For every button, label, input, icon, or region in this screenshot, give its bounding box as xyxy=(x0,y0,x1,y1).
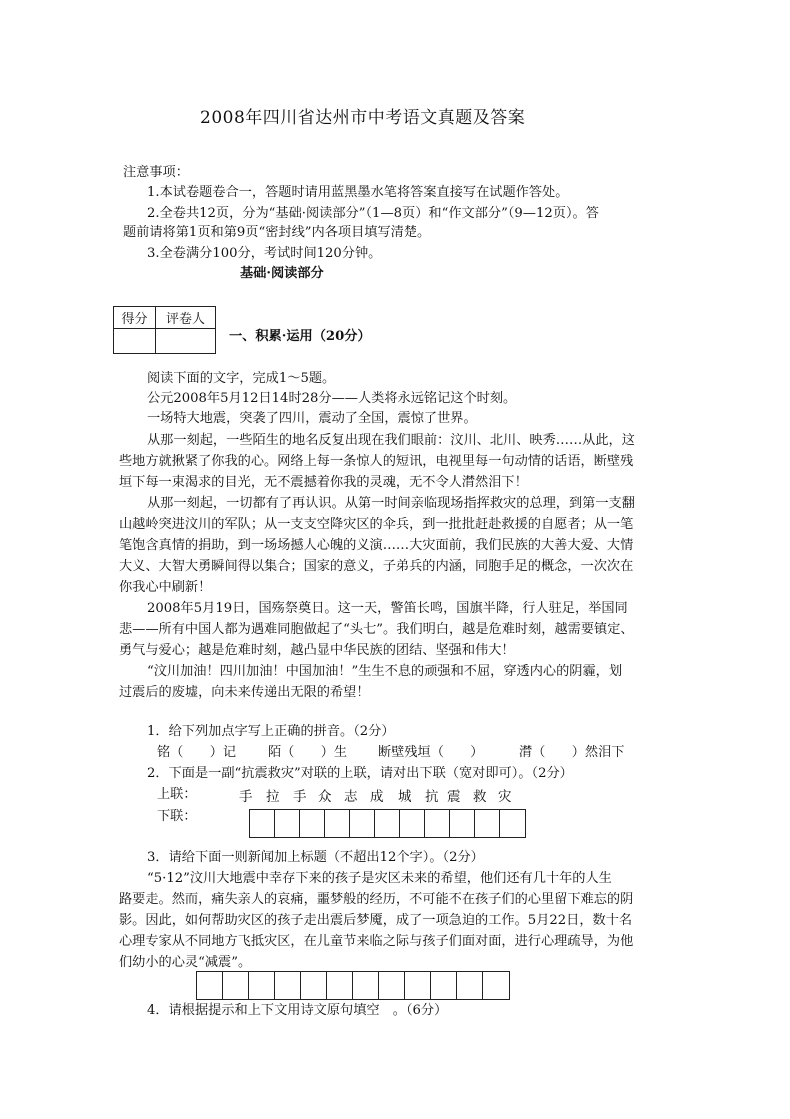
answer-box[interactable] xyxy=(250,810,275,837)
upper-couplet-char: 灾 xyxy=(498,789,512,805)
upper-couplet-char: 救 xyxy=(473,789,487,805)
answer-box[interactable] xyxy=(405,972,431,999)
part1-title: 一、积累·运用（20分） xyxy=(229,329,371,344)
answer-box[interactable] xyxy=(353,972,379,999)
upper-couplet-char: 震 xyxy=(447,789,461,805)
upper-couplet-char: 众 xyxy=(318,789,332,805)
section-title: 基础·阅读部分 xyxy=(240,266,324,281)
upper-couplet-char: 拉 xyxy=(266,789,280,805)
answer-box[interactable] xyxy=(327,972,353,999)
passage-line-16: 过震后的废墟，向未来传递出无限的希望！ xyxy=(119,685,370,700)
lower-couplet-label: 下联： xyxy=(157,809,197,824)
answer-box[interactable] xyxy=(197,972,223,999)
answer-box[interactable] xyxy=(483,972,509,999)
upper-couplet-char: 抗 xyxy=(425,789,439,805)
passage-line-14: 勇气与爱心；越是危难时刻，越凸显中华民族的团结、坚强和伟大！ xyxy=(119,643,515,658)
answer-box[interactable] xyxy=(223,972,249,999)
passage-line-2: 公元2008年5月12日14时28分——人类将永远铭记这个时刻。 xyxy=(147,391,517,406)
answer-box[interactable] xyxy=(249,972,275,999)
upper-couplet-char: 城 xyxy=(398,789,412,805)
upper-couplet-char: 志 xyxy=(344,789,358,805)
q2-prompt: 2．下面是一副“抗震救灾”对联的上联，请对出下联（宽对即可）。（2分） xyxy=(147,766,573,781)
passage-line-6: 垣下每一束渴求的目光，无不震撼着你我的灵魂，无不令人潸然泪下！ xyxy=(119,475,528,490)
lower-couplet-boxes[interactable] xyxy=(249,809,526,838)
answer-box[interactable] xyxy=(325,810,350,837)
answer-box[interactable] xyxy=(431,972,457,999)
upper-couplet-char: 成 xyxy=(370,789,384,805)
page-title: 2008年四川省达州市中考语文真题及答案 xyxy=(200,108,526,128)
answer-box[interactable] xyxy=(301,972,327,999)
notice-item-2: 2.全卷共12页，分为“基础·阅读部分”（1—8页）和“作文部分”（9—12页）。答 xyxy=(147,206,599,221)
answer-box[interactable] xyxy=(475,810,500,837)
score-cell[interactable] xyxy=(114,329,156,354)
passage-line-13: 悲——所有中国人都为遇难同胞做起了“头七”。我们明白，越是危难时刻，越需要镇定、 xyxy=(119,622,634,637)
notice-item-2-cont: 题前请将第1页和第9页“密封线”内各项目填写清楚。 xyxy=(123,225,431,240)
passage-line-11: 你我心中刷新！ xyxy=(119,580,212,595)
passage-line-3: 一场特大地震，突袭了四川，震动了全国，震惊了世界。 xyxy=(147,411,477,426)
answer-box[interactable] xyxy=(300,810,325,837)
answer-box[interactable] xyxy=(275,972,301,999)
answer-box[interactable] xyxy=(350,810,375,837)
q1-prompt: 1．给下列加点字写上正确的拼音。（2分） xyxy=(147,724,395,739)
notice-heading: 注意事项： xyxy=(123,165,189,180)
passage-line-15: “汶川加油！四川加油！中国加油！”生生不息的顽强和不屈，穿透内心的阴霾，划 xyxy=(147,664,623,679)
answer-box[interactable] xyxy=(400,810,425,837)
upper-couplet-char: 手 xyxy=(293,789,307,805)
q1-item-2[interactable]: 陌（ ）生 xyxy=(268,745,348,760)
q3-news-line-2: 路要走。然而，痛失亲人的哀痛，噩梦般的经历，不可能不在孩子们的心里留下难忘的阴 xyxy=(119,892,634,907)
passage-line-5: 些地方就揪紧了你我的心。网络上每一条惊人的短讯，电视里每一句动情的话语，断壁残 xyxy=(119,454,634,469)
q3-prompt: 3．请给下面一则新闻加上标题（不超出12个字）。（2分） xyxy=(147,850,484,865)
q3-news-line-3: 影。因此，如何帮助灾区的孩子走出震后梦魇，成了一项急迫的工作。5月22日，数十名 xyxy=(119,913,633,928)
passage-line-4: 从那一刻起，一些陌生的地名反复出现在我们眼前：汶川、北川、映秀……从此，这 xyxy=(147,433,635,448)
passage-line-9: 笔饱含真情的捐助，到一场场撼人心魄的义演……大灾面前，我们民族的大善大爱、大情 xyxy=(119,538,634,553)
q3-news-line-1: “5·12”汶川大地震中幸存下来的孩子是灾区未来的希望，他们还有几十年的人生 xyxy=(147,871,612,886)
answer-box[interactable] xyxy=(450,810,475,837)
answer-box[interactable] xyxy=(457,972,483,999)
grader-header: 评卷人 xyxy=(156,307,216,329)
answer-box[interactable] xyxy=(425,810,450,837)
upper-couplet-char: 手 xyxy=(239,789,253,805)
q1-item-3[interactable]: 断壁残垣（ ） xyxy=(378,745,484,760)
q3-news-line-4: 心理专家从不同地方飞抵灾区，在儿童节来临之际与孩子们面对面，进行心理疏导，为他 xyxy=(119,934,634,949)
answer-box[interactable] xyxy=(275,810,300,837)
score-header: 得分 xyxy=(114,307,156,329)
answer-box[interactable] xyxy=(500,810,525,837)
q1-item-4[interactable]: 潸（ ）然泪下 xyxy=(519,745,625,760)
q1-item-1[interactable]: 铭（ ）记 xyxy=(157,745,237,760)
notice-item-1: 1.本试卷题卷合一，答题时请用蓝黑墨水笔将答案直接写在试题作答处。 xyxy=(147,185,569,200)
passage-line-7: 从那一刻起，一切都有了再认识。从第一时间亲临现场指挥救灾的总理，到第一支翻 xyxy=(147,496,635,511)
score-table xyxy=(113,306,216,354)
answer-box[interactable] xyxy=(379,972,405,999)
upper-couplet-label: 上联： xyxy=(157,787,197,802)
q3-title-boxes[interactable] xyxy=(196,971,510,1000)
passage-line-1: 阅读下面的文字，完成1～5题。 xyxy=(147,371,336,386)
answer-box[interactable] xyxy=(375,810,400,837)
passage-line-10: 大义、大智大勇瞬间得以集合；国家的意义，子弟兵的内涵，同胞手足的概念，一次次在 xyxy=(119,559,634,574)
notice-item-3: 3.全卷满分100分，考试时间120分钟。 xyxy=(147,246,382,261)
passage-line-12: 2008年5月19日，国殇祭奠日。这一天，警笛长鸣，国旗半降，行人驻足，举国同 xyxy=(147,601,628,616)
grader-cell[interactable] xyxy=(156,329,216,354)
q3-news-line-5: 们幼小的心灵“减震”。 xyxy=(119,955,252,970)
passage-line-8: 山越岭突进汶川的军队；从一支支空降灾区的伞兵，到一批批赶赴救援的自愿者；从一笔 xyxy=(119,517,634,532)
q4-prompt: 4．请根据提示和上下文用诗文原句填空 。（6分） xyxy=(147,1003,448,1018)
